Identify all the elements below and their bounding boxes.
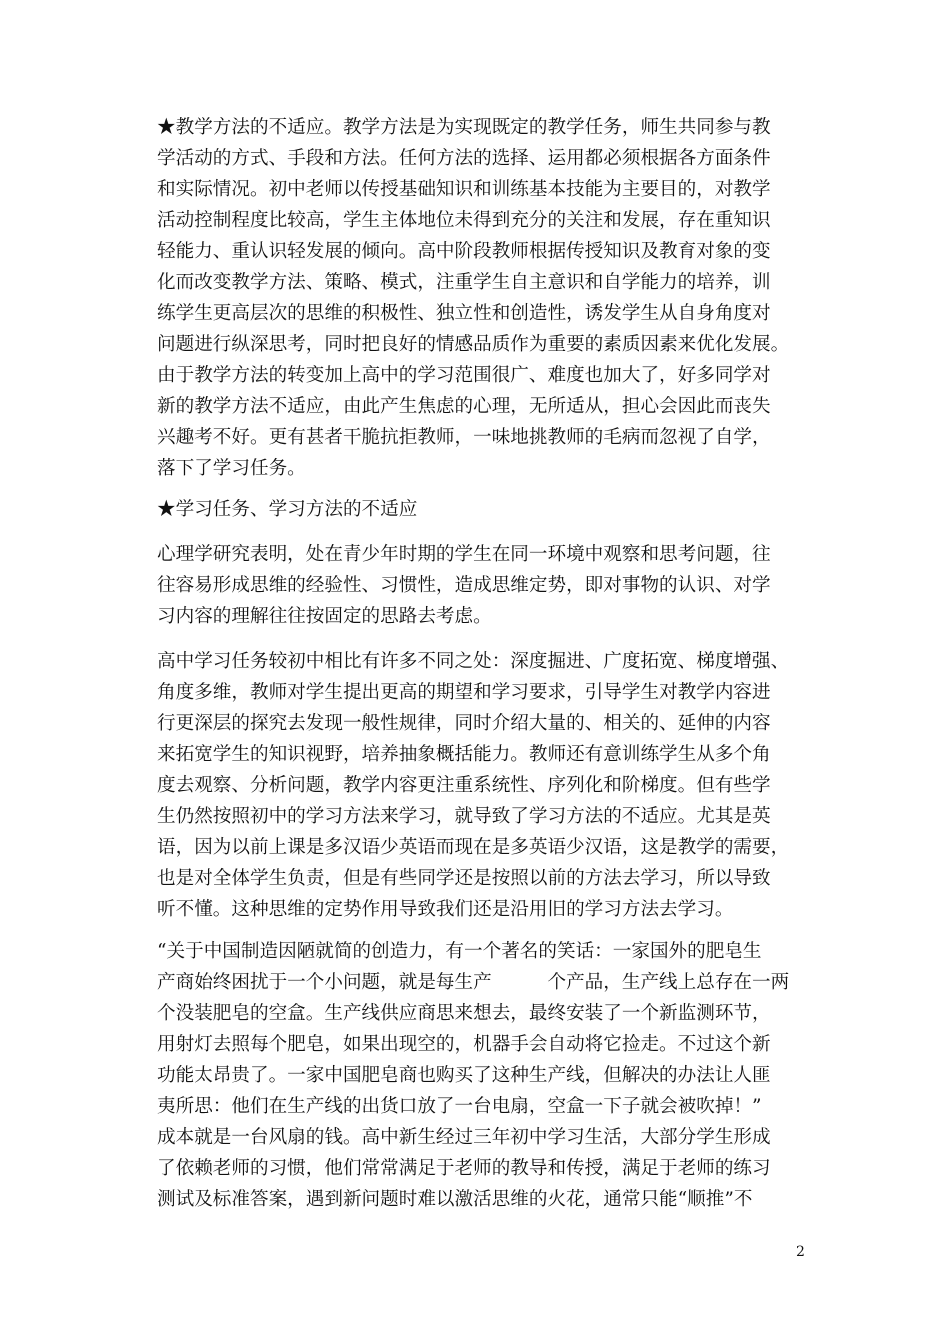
text-line: 练学生更高层次的思维的积极性、独立性和创造性，诱发学生从自身角度对 — [157, 303, 771, 324]
text-line: 个没装肥皂的空盒。生产线供应商思来想去，最终安装了一个新监测环节， — [157, 1003, 771, 1024]
text-line: 习内容的理解往往按固定的思路去考虑。 — [157, 606, 492, 627]
text-line: ★教学方法的不适应。教学方法是为实现既定的教学任务，师生共同参与教 — [157, 117, 771, 138]
text-line: 高中学习任务较初中相比有许多不同之处：深度掘进、广度拓宽、梯度增强、 — [157, 651, 790, 672]
text-line: 产商始终困扰于一个小问题，就是每生产 个产品，生产线上总存在一两 — [157, 972, 790, 993]
text-line: 兴趣考不好。更有甚者干脆抗拒教师，一味地挑教师的毛病而忽视了自学， — [157, 427, 771, 448]
text-line: 听不懂。这种思维的定势作用导致我们还是沿用旧的学习方法去学习。 — [157, 899, 734, 920]
page-number: 2 — [796, 1244, 805, 1260]
section-heading-learning-task — [157, 494, 797, 525]
text-line: 度去观察、分析问题，教学内容更注重系统性、序列化和阶梯度。但有些学 — [157, 775, 771, 796]
text-line: 语，因为以前上课是多汉语少英语而现在是多英语少汉语，这是教学的需要， — [157, 837, 790, 858]
text-line: 功能太昂贵了。一家中国肥皂商也购买了这种生产线，但解决的办法让人匪 — [157, 1065, 771, 1086]
text-line: “关于中国制造因陋就简的创造力，有一个著名的笑话：一家国外的肥皂生 — [157, 941, 762, 962]
text-line: 新的教学方法不适应，由此产生焦虑的心理，无所适从，担心会因此而丧失 — [157, 396, 771, 417]
text-line: 夷所思：他们在生产线的出货口放了一台电扇，空盒一下子就会被吹掉！” — [157, 1096, 762, 1117]
text-line: 问题进行纵深思考，同时把良好的情感品质作为重要的素质因素来优化发展。 — [157, 334, 790, 355]
text-line: 用射灯去照每个肥皂，如果出现空的，机器手会自动将它捡走。不过这个新 — [157, 1034, 771, 1055]
text-line: 往容易形成思维的经验性、习惯性，造成思维定势，即对事物的认识、对学 — [157, 575, 771, 596]
text-line: 行更深层的探究去发现一般性规律，同时介绍大量的、相关的、延伸的内容 — [157, 713, 771, 734]
text-line: 也是对全体学生负责，但是有些同学还是按照以前的方法去学习，所以导致 — [157, 868, 771, 889]
paragraph-psychology — [157, 539, 797, 632]
text-line: 生仍然按照初中的学习方法来学习，就导致了学习方法的不适应。尤其是英 — [157, 806, 771, 827]
text-line: 测试及标准答案，遇到新问题时难以激活思维的火花，通常只能“顺推”不 — [157, 1189, 753, 1210]
text-line: 角度多维，教师对学生提出更高的期望和学习要求，引导学生对教学内容进 — [157, 682, 771, 703]
text-line: 学活动的方式、手段和方法。任何方法的选择、运用都必须根据各方面条件 — [157, 148, 771, 169]
text-line: 由于教学方法的转变加上高中的学习范围很广、难度也加大了，好多同学对 — [157, 365, 771, 386]
text-line: 了依赖老师的习惯，他们常常满足于老师的教导和传授，满足于老师的练习 — [157, 1158, 771, 1179]
paragraph-high-school-tasks — [157, 646, 797, 925]
text-line: 来拓宽学生的知识视野，培养抽象概括能力。教师还有意训练学生从多个角 — [157, 744, 771, 765]
text-line: 落下了学习任务。 — [157, 458, 306, 479]
text-line: 轻能力、重认识轻发展的倾向。高中阶段教师根据传授知识及教育对象的变 — [157, 241, 771, 262]
text-line: 心理学研究表明，处在青少年时期的学生在同一环境中观察和思考问题，往 — [157, 544, 771, 565]
heading-line: ★学习任务、学习方法的不适应 — [157, 499, 418, 520]
text-line: 活动控制程度比较高，学生主体地位未得到充分的关注和发展，存在重知识 — [157, 210, 771, 231]
text-line: 化而改变教学方法、策略、模式，注重学生自主意识和自学能力的培养，训 — [157, 272, 771, 293]
text-line: 成本就是一台风扇的钱。高中新生经过三年初中学习生活，大部分学生形成 — [157, 1127, 771, 1148]
paragraph-soap-story — [157, 936, 797, 1215]
document-body — [157, 112, 797, 1215]
paragraph-teaching-method — [157, 112, 797, 484]
text-line: 和实际情况。初中老师以传授基础知识和训练基本技能为主要目的，对教学 — [157, 179, 771, 200]
